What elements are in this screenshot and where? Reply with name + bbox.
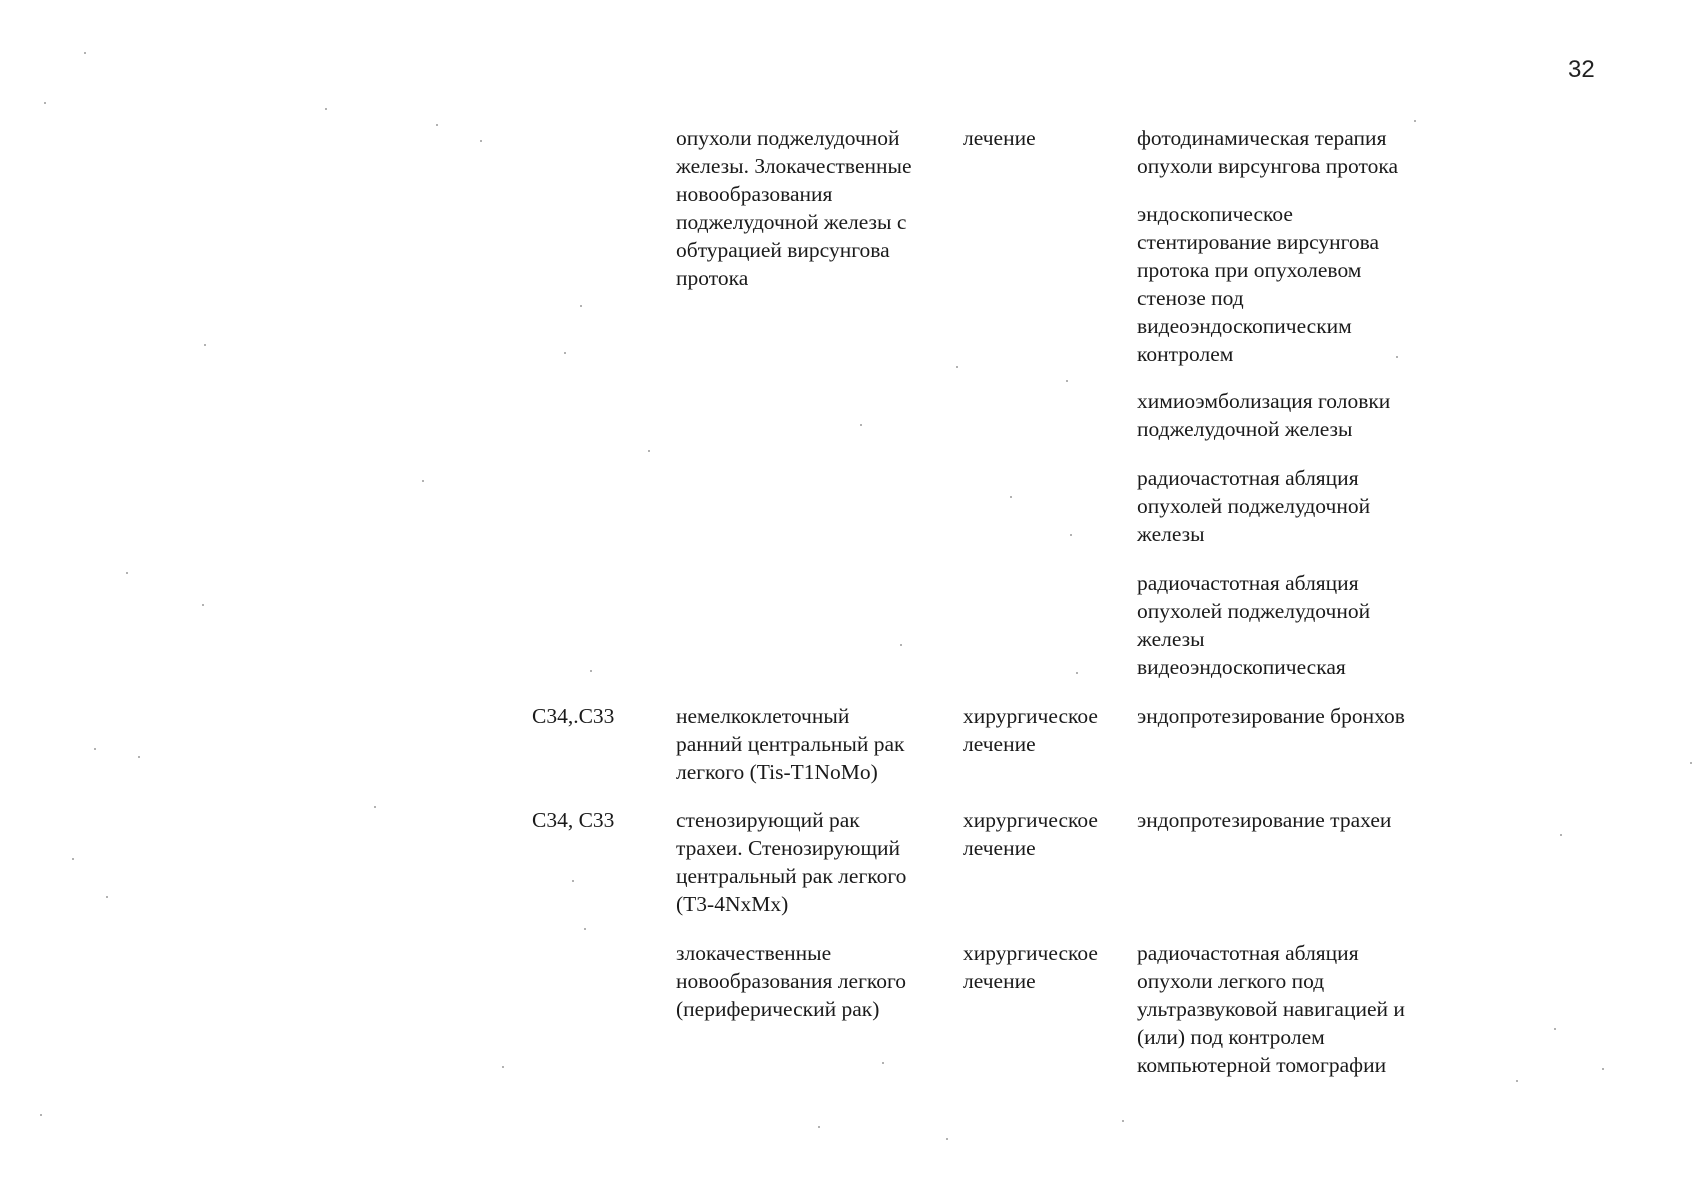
scan-speck xyxy=(1122,1120,1124,1122)
row3-code: C34, C33 xyxy=(532,808,615,832)
scan-speck xyxy=(1560,834,1562,836)
scan-speck xyxy=(648,450,650,452)
scan-speck xyxy=(1070,534,1072,536)
scan-speck xyxy=(882,1062,884,1064)
scan-speck xyxy=(1414,120,1416,122)
scan-speck xyxy=(1010,496,1012,498)
scan-speck xyxy=(1516,1080,1518,1082)
row1-method-2: эндоскопическое стентирование вирсунгова протока при опухолевом стенозе под видеоэндоскопическим контролем xyxy=(1137,202,1380,366)
scan-speck xyxy=(580,305,582,307)
row2-diagnosis: немелкоклеточный ранний центральный рак легкого (Tis-T1NoMo) xyxy=(676,704,905,784)
row2-code: C34,.C33 xyxy=(532,704,615,728)
scan-speck xyxy=(900,644,902,646)
scan-speck xyxy=(956,366,958,368)
row1-method-1: фотодинамическая терапия опухоли вирсунгова протока xyxy=(1137,126,1399,178)
scan-speck xyxy=(84,52,86,54)
scan-speck xyxy=(94,748,96,750)
scan-speck xyxy=(204,344,206,346)
scan-speck xyxy=(946,1138,948,1140)
scan-speck xyxy=(480,140,482,142)
scan-speck xyxy=(325,108,327,110)
scan-speck xyxy=(202,604,204,606)
scan-speck xyxy=(106,896,108,898)
scan-speck xyxy=(374,806,376,808)
scan-speck xyxy=(564,352,566,354)
scan-speck xyxy=(590,670,592,672)
row2-method-1: эндопротезирование бронхов xyxy=(1137,704,1405,728)
scan-speck xyxy=(44,102,46,104)
scan-speck xyxy=(40,1114,42,1116)
row2-treatment-type: хирургическое лечение xyxy=(963,704,1098,756)
scan-speck xyxy=(138,756,140,758)
scan-speck xyxy=(1690,762,1692,764)
scan-speck xyxy=(1396,356,1398,358)
scan-speck xyxy=(1076,672,1078,674)
page-number: 32 xyxy=(1568,56,1595,83)
row3-diagnosis: стенозирующий рак трахеи. Стенозирующий центральный рак легкого (T3-4NxMx) xyxy=(676,808,907,916)
scan-speck xyxy=(436,124,438,126)
scan-speck xyxy=(818,1126,820,1128)
scan-speck xyxy=(584,928,586,930)
row3-treatment-type: хирургическое лечение xyxy=(963,808,1098,860)
scan-speck xyxy=(72,858,74,860)
row1-method-3: химиоэмболизация головки поджелудочной железы xyxy=(1137,389,1391,441)
row1-diagnosis: опухоли поджелудочной железы. Злокачественные новообразования поджелудочной железы с обтурацией вирсунгова протока xyxy=(676,126,912,290)
row4-treatment-type: хирургическое лечение xyxy=(963,941,1098,993)
scan-speck xyxy=(1066,380,1068,382)
scan-speck xyxy=(422,480,424,482)
row3-method-1: эндопротезирование трахеи xyxy=(1137,808,1392,832)
row4-method-1: радиочастотная абляция опухоли легкого под ультразвуковой навигацией и (или) под контролем компьютерной томографии xyxy=(1137,941,1405,1077)
row4-diagnosis: злокачественные новообразования легкого (периферический рак) xyxy=(676,941,907,1021)
scan-speck xyxy=(126,572,128,574)
row1-treatment-type: лечение xyxy=(963,126,1036,150)
scan-speck xyxy=(1554,1028,1556,1030)
scan-speck xyxy=(572,880,574,882)
scan-speck xyxy=(1602,1068,1604,1070)
scan-speck xyxy=(860,424,862,426)
scan-speck xyxy=(502,1066,504,1068)
row1-method-5: радиочастотная абляция опухолей поджелудочной железы видеоэндоскопическая xyxy=(1137,571,1371,679)
row1-method-4: радиочастотная абляция опухолей поджелудочной железы xyxy=(1137,466,1371,546)
